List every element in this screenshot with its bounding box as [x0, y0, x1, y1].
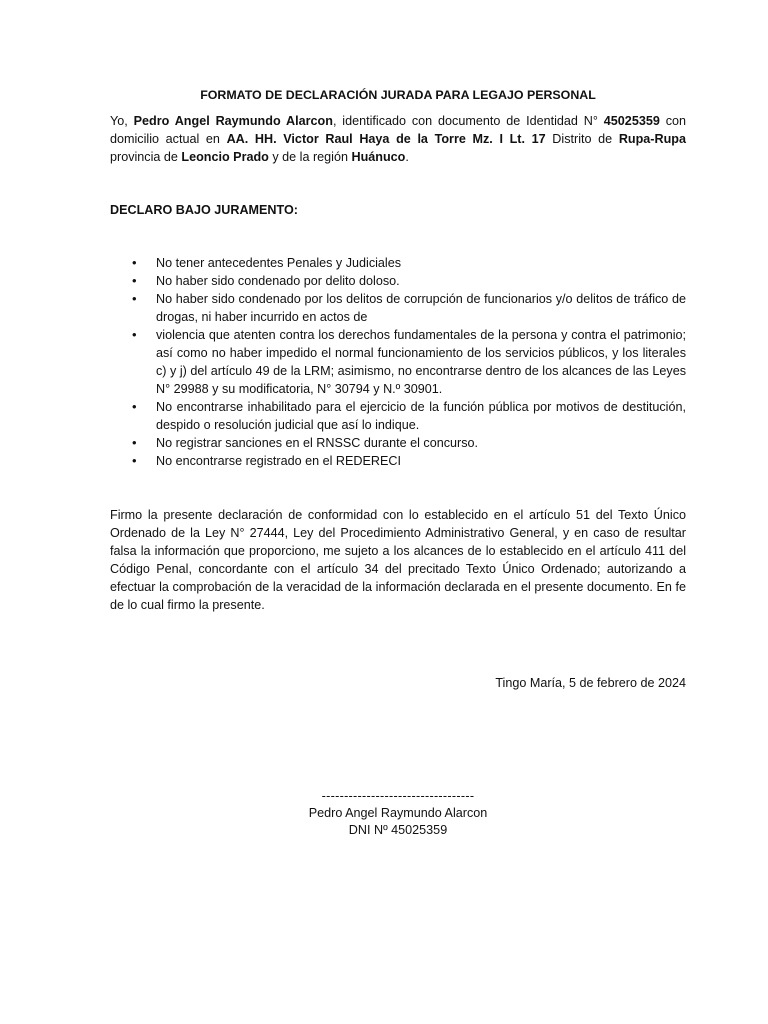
bullet-icon: •	[132, 273, 137, 288]
intro-text-6: y de la región	[268, 150, 352, 164]
intro-text-1: Yo,	[110, 114, 134, 128]
list-item	[110, 452, 686, 470]
declaration-list	[110, 254, 686, 470]
declaro-heading: DECLARO BAJO JURAMENTO:	[110, 203, 298, 217]
declarant-region: Huánuco	[351, 150, 406, 164]
document-body	[110, 86, 686, 692]
list-item-text: No tener antecedentes Penales y Judiciales	[156, 256, 402, 270]
bullet-icon: •	[132, 291, 137, 306]
list-item	[110, 326, 686, 398]
declarant-district: Rupa-Rupa	[618, 132, 686, 146]
list-item-text: violencia que atenten contra los derechos fundamentales de la persona y contra el patrimonio; así como no haber impedido el normal funcionamiento de los servicios públicos, y los literales c) y j) del artículo 49 de la LRM; asimismo, no encontrarse dentro de los alcances de las Leyes N° 29988 y su modificatoria, N° 30794 y N.º 30901.	[156, 328, 686, 396]
list-item-text: No registrar sanciones en el RNSSC durante el concurso.	[156, 436, 478, 450]
signature-name: Pedro Angel Raymundo Alarcon	[308, 806, 488, 820]
intro-text-7: .	[405, 150, 409, 164]
bullet-icon: •	[132, 255, 137, 270]
declarant-name: Pedro Angel Raymundo Alarcon	[133, 114, 333, 128]
bullet-icon: •	[132, 435, 137, 450]
intro-text-3: con domicilio actual en	[110, 114, 687, 146]
declarant-dni: 45025359	[603, 114, 660, 128]
list-item	[110, 254, 686, 272]
list-item	[110, 398, 686, 434]
list-item-text: No encontrarse registrado en el REDERECI	[156, 454, 401, 468]
list-item-text: No encontrarse inhabilitado para el ejercicio de la función pública por motivos de destitución, despido o resolución judicial que así lo indique.	[156, 400, 686, 432]
signature-block	[110, 788, 686, 839]
place-date: Tingo María, 5 de febrero de 2024	[495, 676, 686, 690]
list-item	[110, 434, 686, 452]
firmo-paragraph: Firmo la presente declaración de conformidad con lo establecido en el artículo 51 del Texto Único Ordenado de la Ley N° 27444, Ley del Procedimiento Administrativo General, y en caso de resultar falsa la información que proporciono, me sujeto a los alcances de lo establecido en el artículo 411 del Código Penal, concordante con el artículo 34 del precitado Texto Único Ordenado; autorizando a efectuar la comprobación de la veracidad de la información declarada en el presente documento. En fe de lo cual firmo la presente.	[110, 508, 686, 612]
intro-paragraph	[110, 112, 686, 166]
intro-text-2: , identificado con documento de Identidad N°	[332, 114, 604, 128]
signature-dni: DNI Nº 45025359	[348, 823, 448, 837]
list-item-text: No haber sido condenado por delito doloso.	[156, 274, 400, 288]
list-item	[110, 272, 686, 290]
intro-text-5: provincia de	[110, 150, 182, 164]
signature-line: ----------------------------------	[321, 789, 475, 803]
intro-text-4: Distrito de	[545, 132, 619, 146]
declarant-province: Leoncio Prado	[181, 150, 269, 164]
list-item-text: No haber sido condenado por los delitos de corrupción de funcionarios y/o delitos de tráfico de drogas, ni haber incurrido en actos de	[156, 292, 686, 324]
bullet-icon: •	[132, 399, 137, 414]
list-item	[110, 290, 686, 326]
bullet-icon: •	[132, 453, 137, 468]
document-title: FORMATO DE DECLARACIÓN JURADA PARA LEGAJO PERSONAL	[200, 88, 596, 102]
declarant-address: AA. HH. Victor Raul Haya de la Torre Mz. I Lt. 17	[226, 132, 546, 146]
bullet-icon: •	[132, 327, 137, 342]
